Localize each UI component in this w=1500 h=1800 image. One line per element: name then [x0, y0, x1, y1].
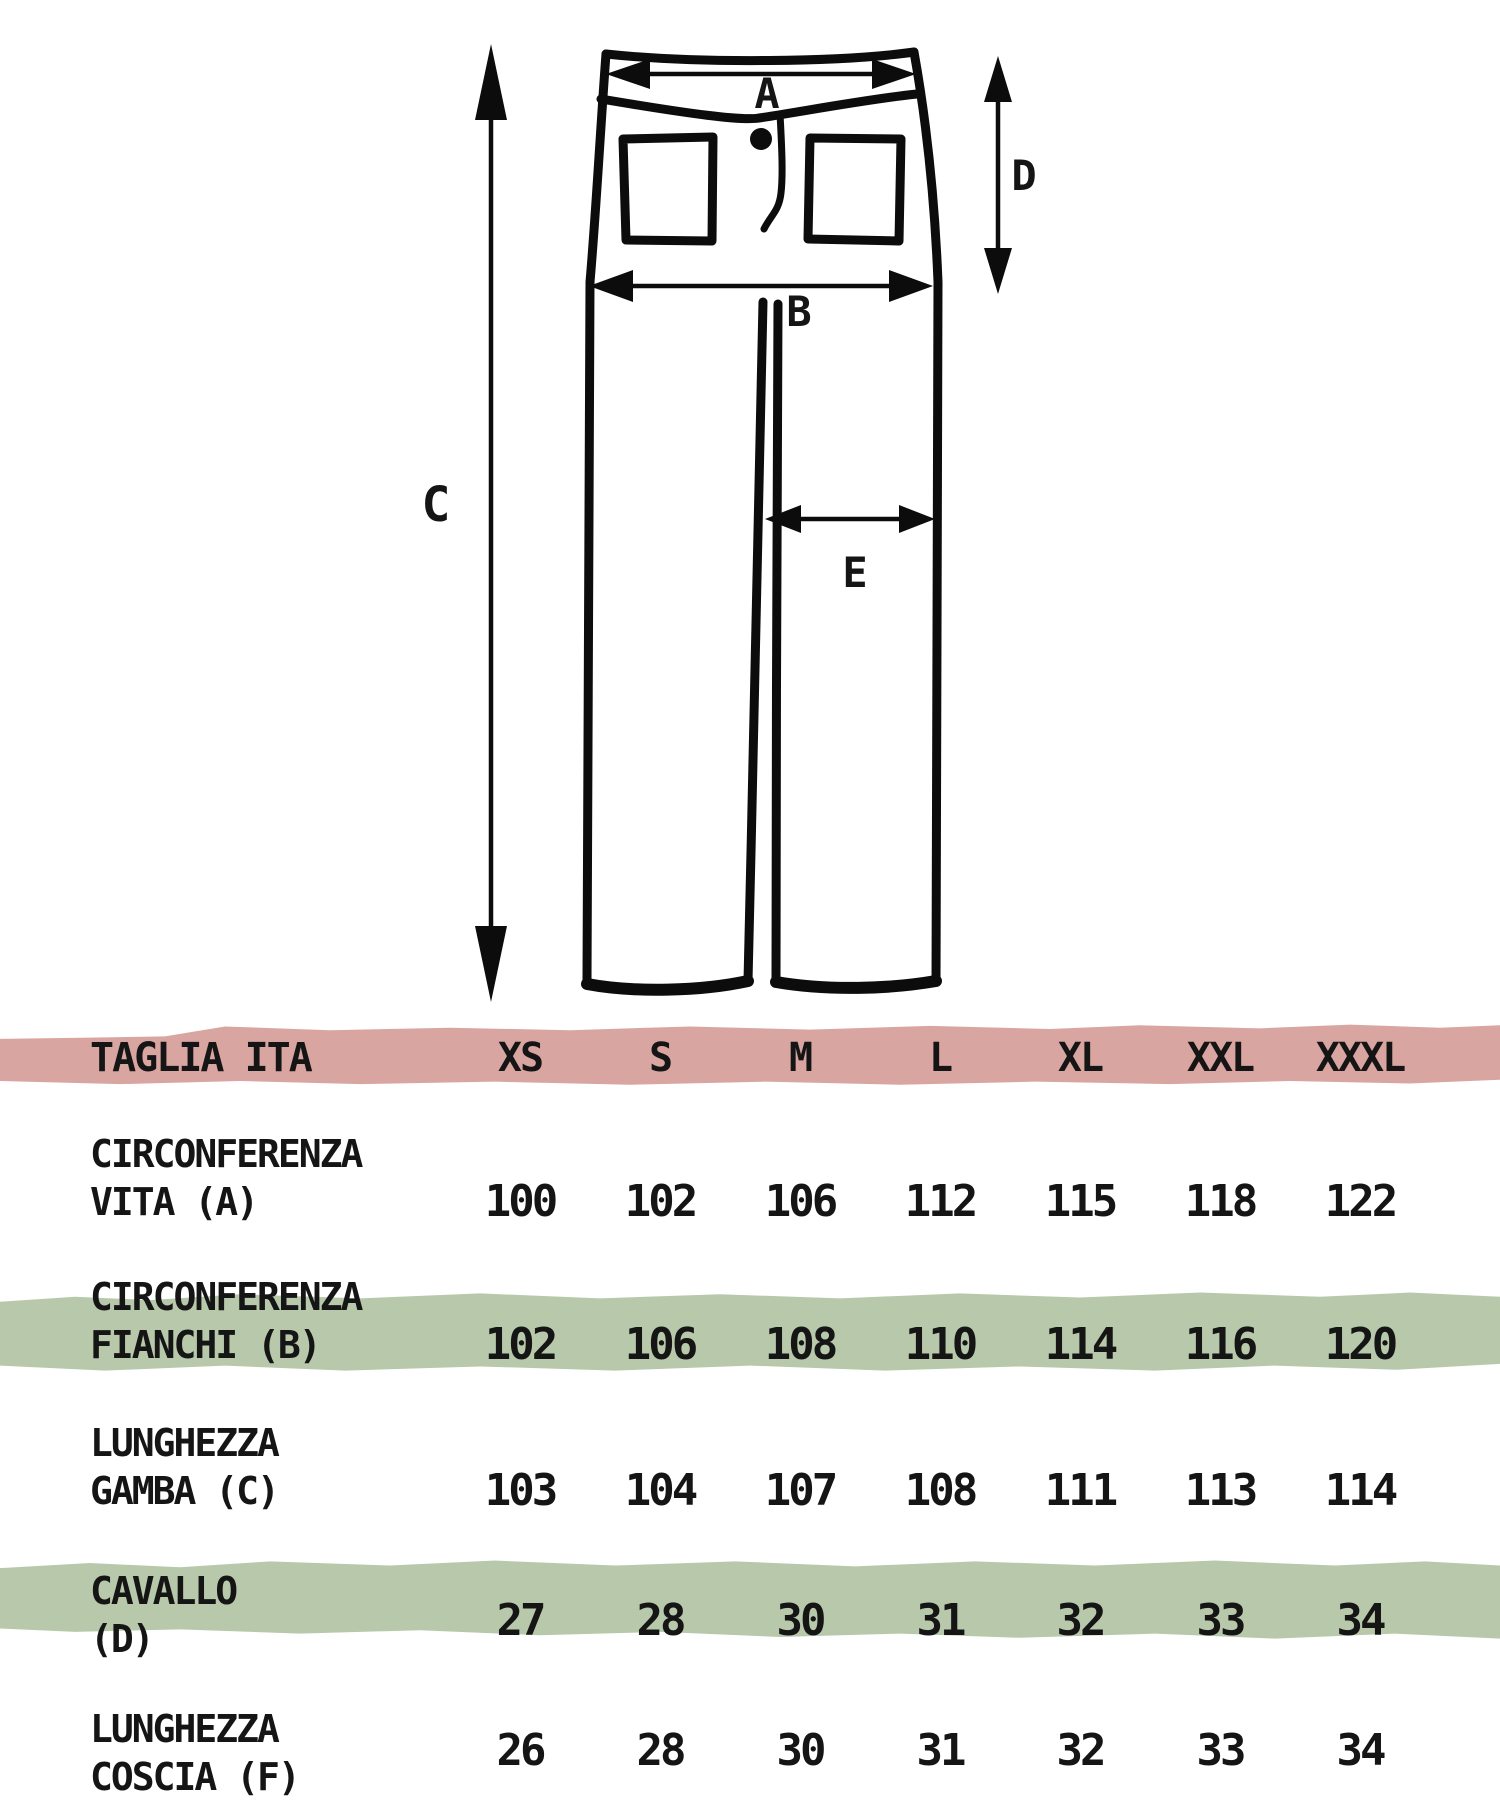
- header-size-m: M: [788, 1035, 812, 1081]
- label-c: C: [421, 477, 451, 533]
- label-b: B: [786, 287, 812, 336]
- cell-value: 32: [1056, 1595, 1104, 1646]
- measure-arrow-rise: [984, 56, 1037, 294]
- measure-arrow-thigh: [765, 505, 935, 597]
- cell-value: 106: [764, 1176, 836, 1227]
- table-row-waist: [0, 1130, 1500, 1226]
- table-header-row: [0, 1034, 1500, 1082]
- row-label: CIRCONFERENZA VITA (A): [90, 1132, 362, 1224]
- cell-value: 32: [1056, 1725, 1104, 1776]
- cell-value: 118: [1184, 1176, 1256, 1227]
- cell-value: 102: [484, 1319, 556, 1370]
- cell-value: 113: [1184, 1465, 1256, 1516]
- cell-value: 120: [1324, 1319, 1396, 1370]
- cell-value: 115: [1044, 1176, 1116, 1227]
- table-row-thigh-length: [0, 1705, 1500, 1800]
- cell-value: 31: [916, 1725, 964, 1776]
- cell-value: 112: [904, 1176, 976, 1227]
- cell-value: 100: [484, 1176, 556, 1227]
- row-label: CAVALLO (D): [90, 1569, 237, 1661]
- row-label: LUNGHEZZA GAMBA (C): [90, 1421, 278, 1513]
- cell-value: 111: [1044, 1465, 1116, 1516]
- table-row-hips: [0, 1273, 1500, 1369]
- label-e: E: [842, 548, 868, 597]
- header-size-l: L: [928, 1035, 952, 1081]
- measure-arrow-leg-length: [422, 44, 507, 1002]
- cell-value: 26: [496, 1725, 544, 1776]
- header-label: TAGLIA ITA: [90, 1035, 311, 1081]
- row-label: LUNGHEZZA COSCIA (F): [90, 1707, 299, 1799]
- label-a: A: [754, 69, 780, 118]
- cell-value: 30: [776, 1595, 824, 1646]
- cell-value: 33: [1196, 1595, 1244, 1646]
- cell-value: 28: [636, 1595, 684, 1646]
- cell-value: 107: [764, 1465, 836, 1516]
- cell-value: 30: [776, 1725, 824, 1776]
- header-size-xxxl: XXXL: [1315, 1035, 1405, 1081]
- cell-value: 33: [1196, 1725, 1244, 1776]
- right-pocket: [808, 138, 901, 241]
- cell-value: 34: [1336, 1725, 1384, 1776]
- cell-value: 102: [624, 1176, 696, 1227]
- cell-value: 122: [1324, 1176, 1396, 1227]
- cell-value: 110: [904, 1319, 976, 1370]
- button: [750, 128, 772, 150]
- left-pocket: [623, 137, 713, 241]
- table-row-rise: [0, 1567, 1500, 1663]
- header-size-xs: XS: [497, 1035, 543, 1081]
- cell-value: 27: [496, 1595, 544, 1646]
- cell-value: 34: [1336, 1595, 1384, 1646]
- cell-value: 108: [904, 1465, 976, 1516]
- label-d: D: [1011, 151, 1037, 200]
- header-size-s: S: [648, 1035, 672, 1081]
- cell-value: 114: [1324, 1465, 1396, 1516]
- cell-value: 103: [484, 1465, 556, 1516]
- header-size-xl: XL: [1057, 1035, 1103, 1081]
- cell-value: 106: [624, 1319, 696, 1370]
- row-label: CIRCONFERENZA FIANCHI (B): [90, 1275, 362, 1367]
- cell-value: 31: [916, 1595, 964, 1646]
- cell-value: 104: [624, 1465, 696, 1516]
- cell-value: 114: [1044, 1319, 1116, 1370]
- cell-value: 108: [764, 1319, 836, 1370]
- header-size-xxl: XXL: [1186, 1035, 1254, 1081]
- table-row-leg-length: [0, 1419, 1500, 1515]
- cell-value: 116: [1184, 1319, 1256, 1370]
- cell-value: 28: [636, 1725, 684, 1776]
